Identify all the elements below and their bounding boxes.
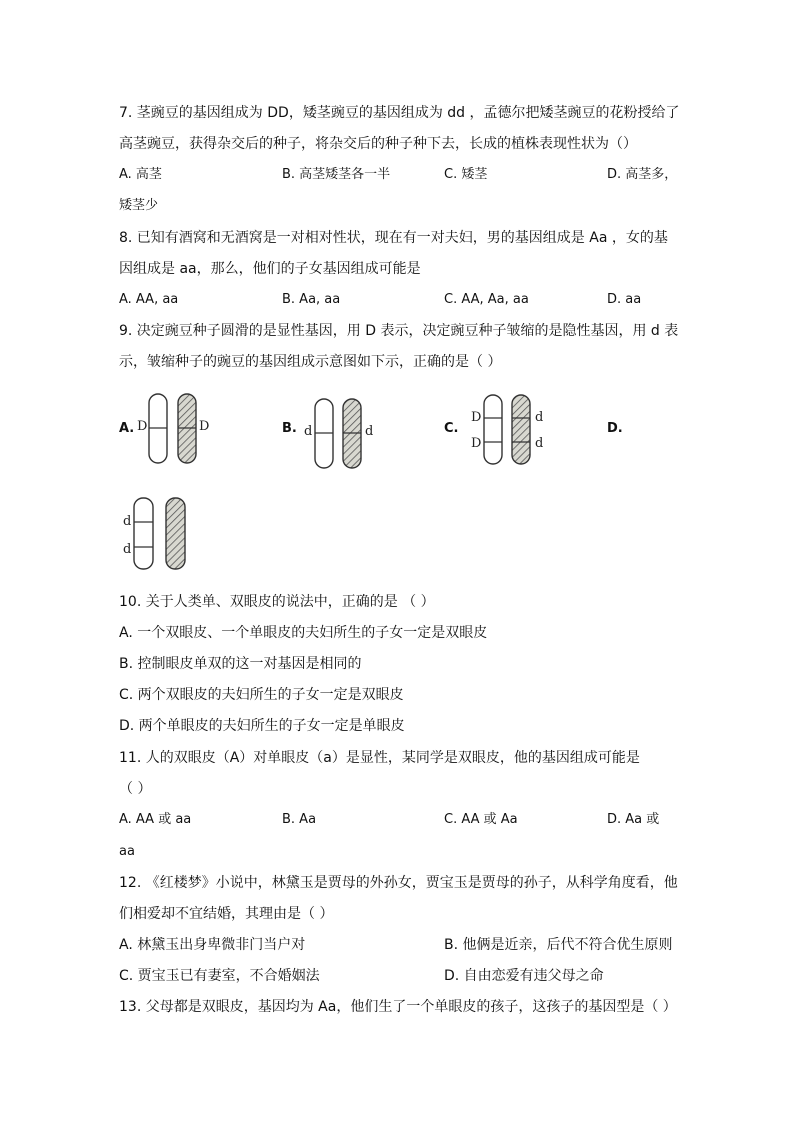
q8-option-d: D. aa bbox=[607, 292, 642, 307]
q12-option-c: C. 贾宝玉已有妻室，不合婚姻法 bbox=[119, 968, 320, 984]
q11-option-c: C. AA 或 Aa bbox=[444, 812, 518, 827]
q11-line2: （ ） bbox=[119, 781, 152, 797]
q9-option-d-chromosomes bbox=[133, 497, 189, 571]
q7-line1: 7. 茎豌豆的基因组成为 DD，矮茎豌豆的基因组成为 dd ，孟德尔把矮茎豌豆的花粉授给了 bbox=[119, 105, 680, 121]
q9-c-left-bottom-label: D bbox=[471, 436, 482, 451]
q9-c-right-bottom-label: d bbox=[535, 436, 544, 451]
q10-option-c: C. 两个双眼皮的夫妇所生的子女一定是双眼皮 bbox=[119, 687, 404, 703]
q9-d-left-top-label: d bbox=[123, 514, 132, 529]
chromosome-hatched bbox=[166, 498, 185, 569]
q8-option-c: C. AA, Aa, aa bbox=[444, 292, 529, 307]
q10-option-d: D. 两个单眼皮的夫妇所生的子女一定是单眼皮 bbox=[119, 718, 405, 734]
q8-option-a: A. AA, aa bbox=[119, 292, 179, 307]
q9-option-a-letter: A. bbox=[119, 421, 135, 436]
q8-option-b: B. Aa, aa bbox=[282, 292, 341, 307]
chromosome-plain bbox=[484, 395, 502, 464]
q7-option-b: B. 高茎矮茎各一半 bbox=[282, 167, 391, 182]
q10-stem: 10. 关于人类单、双眼皮的说法中，正确的是 （ ） bbox=[119, 594, 435, 610]
q9-option-b-letter: B. bbox=[282, 421, 297, 436]
q9-option-d-letter: D. bbox=[607, 421, 623, 436]
q9-b-right-label: d bbox=[365, 424, 374, 439]
q13-stem: 13. 父母都是双眼皮，基因均为 Aa，他们生了一个单眼皮的孩子，这孩子的基因型是（ ） bbox=[119, 999, 677, 1015]
q9-a-left-label: D bbox=[137, 419, 148, 434]
q10-option-a: A. 一个双眼皮、一个单眼皮的夫妇所生的子女一定是双眼皮 bbox=[119, 625, 488, 641]
q7-option-c: C. 矮茎 bbox=[444, 167, 488, 182]
q11-option-d: D. Aa 或 bbox=[607, 812, 660, 827]
q9-c-left-top-label: D bbox=[471, 410, 482, 425]
q11-line1: 11. 人的双眼皮（A）对单眼皮（a）是显性，某同学是双眼皮，他的基因组成可能是 bbox=[119, 750, 640, 766]
q12-option-a: A. 林黛玉出身卑微非门当户对 bbox=[119, 937, 306, 953]
q12-line1: 12. 《红楼梦》小说中，林黛玉是贾母的外孙女，贾宝玉是贾母的孙子，从科学角度看，他 bbox=[119, 875, 678, 891]
q9-c-right-top-label: d bbox=[535, 410, 544, 425]
q9-d-left-bottom-label: d bbox=[123, 542, 132, 557]
q7-line2: 高茎豌豆，获得杂交后的种子，将杂交后的种子种下去，长成的植株表现性状为（） bbox=[119, 136, 637, 152]
q9-a-right-label: D bbox=[199, 419, 210, 434]
q12-line2: 们相爱却不宜结婚，其理由是（ ） bbox=[119, 906, 334, 922]
q11-option-a: A. AA 或 aa bbox=[119, 812, 192, 827]
q9-option-b-chromosomes bbox=[314, 398, 366, 470]
q7-option-a: A. 高茎 bbox=[119, 167, 162, 182]
q9-b-left-label: d bbox=[304, 424, 313, 439]
q9-line1: 9. 决定豌豆种子圆滑的是显性基因，用 D 表示，决定豌豆种子皱缩的是隐性基因，用 d 表 bbox=[119, 323, 679, 339]
q7-option-d: D. 高茎多， bbox=[607, 167, 678, 182]
q10-option-b: B. 控制眼皮单双的这一对基因是相同的 bbox=[119, 656, 362, 672]
q12-option-b: B. 他俩是近亲，后代不符合优生原则 bbox=[444, 937, 673, 953]
q12-option-d: D. 自由恋爱有违父母之命 bbox=[444, 968, 604, 984]
q8-line2: 因组成是 aa，那么，他们的子女基因组成可能是 bbox=[119, 261, 421, 277]
q11-option-b: B. Aa bbox=[282, 812, 317, 827]
q9-option-a-chromosomes bbox=[148, 393, 200, 465]
q7-option-d-continued: 矮茎少 bbox=[119, 198, 159, 213]
q9-option-c-letter: C. bbox=[444, 421, 459, 436]
q11-option-d-continued: aa bbox=[119, 844, 135, 859]
q9-option-c-chromosomes bbox=[483, 394, 535, 466]
q9-line2: 示，皱缩种子的豌豆的基因组成示意图如下示，正确的是（ ） bbox=[119, 354, 502, 370]
chromosome-hatched bbox=[512, 395, 530, 464]
chromosome-plain bbox=[134, 498, 153, 569]
q8-line1: 8. 已知有酒窝和无酒窝是一对相对性状，现在有一对夫妇，男的基因组成是 Aa ，女的基 bbox=[119, 230, 668, 246]
